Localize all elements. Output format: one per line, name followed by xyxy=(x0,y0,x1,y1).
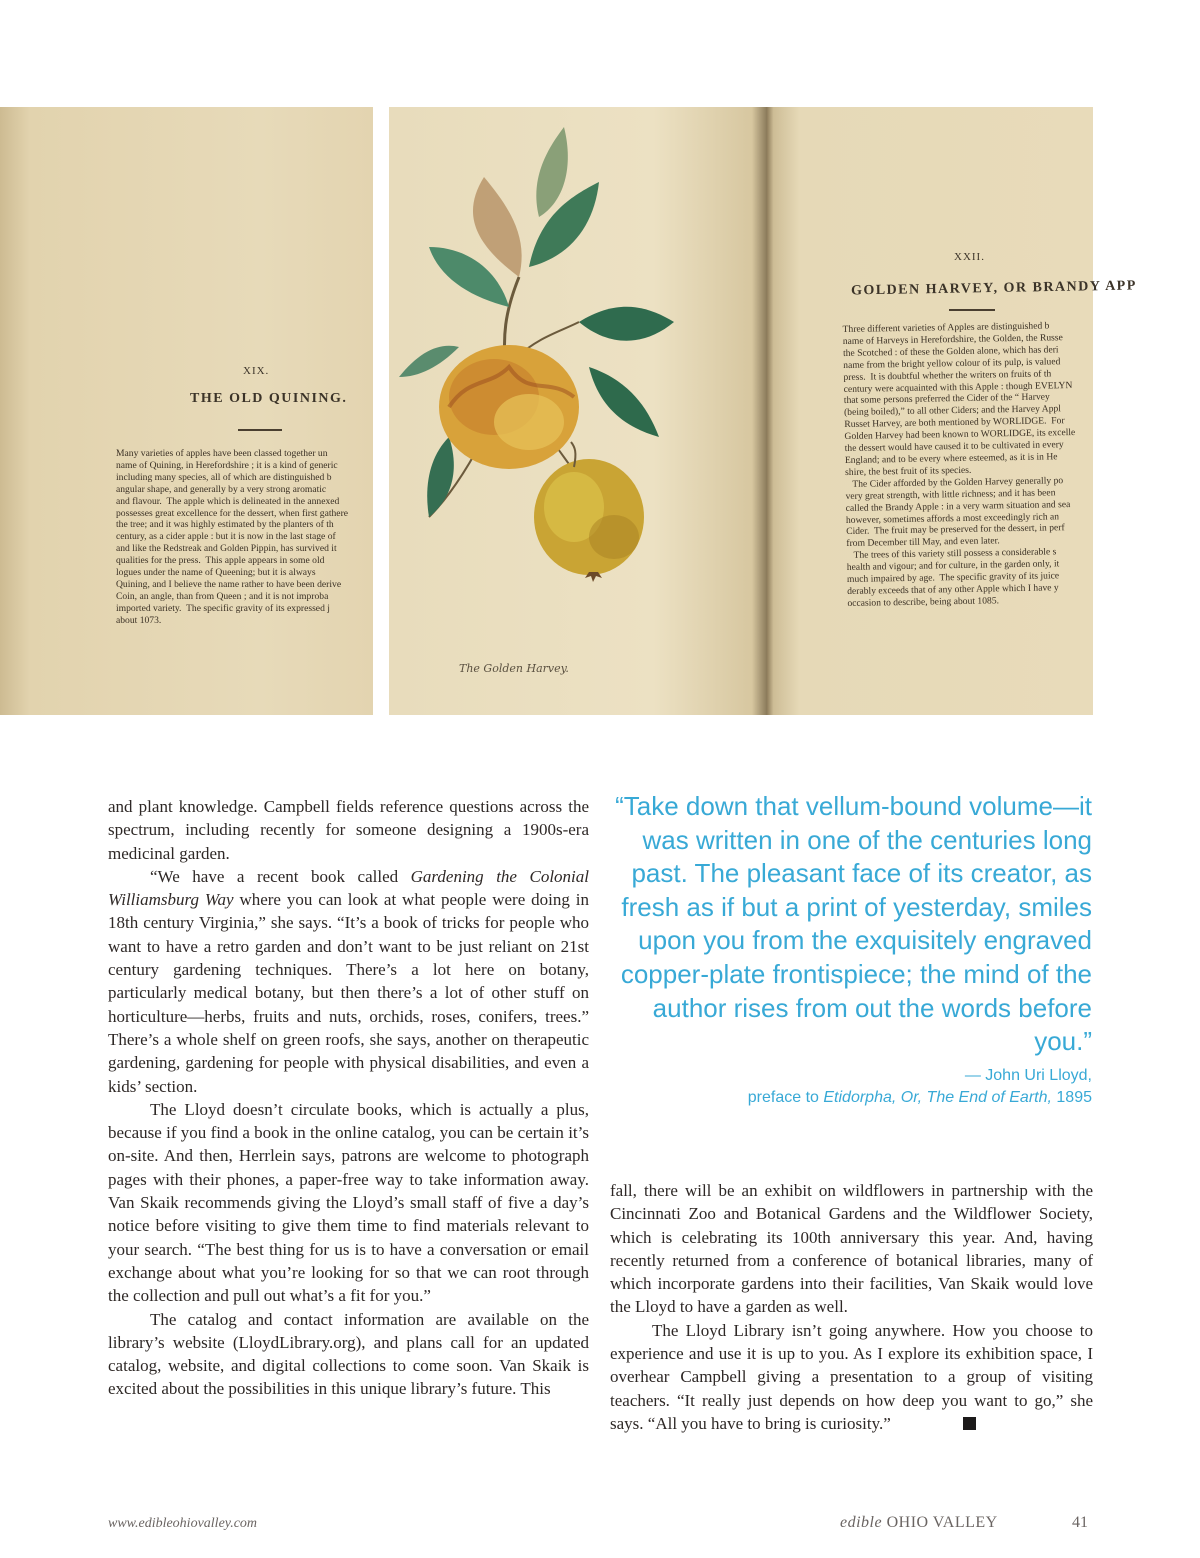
footer-website: www.edibleohiovalley.com xyxy=(108,1516,258,1531)
book-page-photo-left xyxy=(0,107,373,715)
pull-quote-attribution: — John Uri Lloyd, xyxy=(964,1066,1092,1084)
source-title: Etidorpha, Or, The End of Earth, xyxy=(823,1088,1052,1106)
page-number: 41 xyxy=(1072,1514,1088,1531)
article-paragraph xyxy=(610,1319,1093,1435)
article-paragraph: fall, there will be an exhibit on wildflowers in partnership with the Cincinnati Zoo and Botanical Gardens and the Wildflower Society, which is celebrating its 100th anniversary this year. And, having recently returned from a conference of botanical libraries, many of which incorporate gardens into their facilities, Van Skaik would love the Lloyd to have a garden as well. xyxy=(610,1181,1093,1317)
plate-number: XIX. xyxy=(243,365,270,377)
source-year: 1895 xyxy=(1051,1088,1092,1106)
footer-magazine-name xyxy=(840,1514,998,1532)
pull-quote-text: “Take down that vellum-bound volume—it was written in one of the centuries long past. The pleasant face of its creator, as fresh as if but a print of yesterday, smiles upon you from the exquisitely engraved copper-plate frontispiece; the mind of the author rises from out the words before you.” xyxy=(615,791,1092,1057)
article-column-left xyxy=(108,795,589,1401)
pull-quote-source xyxy=(610,1087,1092,1109)
title-rule xyxy=(949,309,995,311)
plate-title: THE OLD QUINING. xyxy=(190,391,348,406)
paragraph-text: where you can look at what people were doing in 18th century Virginia,” she says. “It’s a book of tricks for people who want to have a retro garden and don’t want to be just reliant on 21st century gardening techniques. There’s a lot here on botany, particularly medical botany, but then there’s a lot of other stuff on horticulture—herbs, fruits and nuts, orchids, roses, conifers, trees.” There’s a whole shelf on green roofs, she says, another on therapeutic gardening, gardening for people with physical disabilities, and even a kids’ section. xyxy=(108,890,589,1096)
article-paragraph: The Lloyd doesn’t circulate books, which is actually a plus, because if you find a book in the online catalog, you can be certain it’s on-site. And then, Herrlein says, patrons are welcome to photograph pages with their phones, a paper-free way to take information away. Van Skaik recommends giving the Lloyd’s small staff of five a day’s notice before visiting to give them time to find materials relevant to your search. “The best thing for us is to have a conversation or email exchange about what you’re looking for so that we can root through the collection and pull out what’s a fit for you.” xyxy=(108,1099,589,1306)
plate-title: GOLDEN HARVEY, OR BRANDY APP xyxy=(850,278,1137,299)
old-book-text: Many varieties of apples have been classed together un name of Quining, in Herefordshire ; it is a kind of generic including many species, all of which are distinguished b angular shape, and generally by a very strong aromatic and flavour. The apple which is delineated in the annexed possesses great excellence for the dessert, when first gathere the tree; and it was highly estimated by the planters of th century, as a cider apple : but it is now in the last stage of and like the Redstreak and Golden Pippin, has survived it qualities for the press. This apple appears in some old logues under the name of Queening; but it is always Quining, and I believe the name rather to have been derive Coin, an angle, than from Queen ; and it is not improba imported variety. The specific gravity of its expressed j about 1073. xyxy=(116,448,349,626)
magazine-brand: edible xyxy=(840,1514,883,1531)
botanical-plate-photo xyxy=(389,107,767,715)
article-paragraph xyxy=(108,865,589,1098)
article-column-right xyxy=(610,1179,1093,1435)
plate-caption: The Golden Harvey. xyxy=(459,662,569,675)
apple-illustration xyxy=(389,107,767,715)
book-page-photo-right xyxy=(767,107,1137,715)
source-prefix: preface to xyxy=(747,1088,824,1106)
title-rule xyxy=(238,429,282,431)
plate-number: XXII. xyxy=(954,251,985,263)
end-mark-icon xyxy=(963,1417,976,1430)
book-title: Gardening the Colonial Williamsburg Way xyxy=(108,866,590,910)
paragraph-text: The Lloyd Library isn’t going anywhere. How you choose to experience and use it is up to you. As I explore its exhibition space, I overhear Campbell giving a presentation to a group of visiting teachers. “It really just depends on how deep you want to go,” she says. “All you have to bring is curiosity.” xyxy=(610,1320,1093,1433)
magazine-region: OHIO VALLEY xyxy=(882,1514,998,1531)
paragraph-text: “We have a recent book called xyxy=(150,866,411,886)
article-paragraph: and plant knowledge. Campbell fields reference questions across the spectrum, including recently for someone designing a 1900s-era medicinal garden. xyxy=(108,797,589,863)
old-book-text: Three different varieties of Apples are distinguished b name of Harveys in Herefordshire, the Golden, the Russe the Scotched : of these the Golden alone, which has deri name from the bright yellow colour of its pulp, is valued press. It is doubtful whether the writers on fruits of th century were acquainted with this Apple : though EVELYN that some persons preferred the Cider of the “ Harvey (being boiled),” to all other Ciders; and the Harvey Appl Russet Harvey, are both mentioned by WORLIDGE. For Golden Harvey had been known to WORLIDGE, its excelle the dessert would have caused it to be cultivated in every England; and to be every where esteemed, as it is in He shire, the best fruit of its species. The Cider afforded by the Golden Harvey generally po very great strength, with little richness; and it has been called the Brandy Apple : in a very warm situation and sea however, sometimes affords a most exceedingly rich an Cider. The fruit may be preserved for the dessert, in perf from December till May, and even later. The trees of this variety still possess a considerable s health and vigour; and for culture, in the garden only, it much impaired by age. The specific gravity of its juice derably exceeds that of any other Apple which I have y occasion to describe, being about 1085. xyxy=(842,320,1076,609)
article-paragraph: The catalog and contact information are available on the library’s website (LloydLibrary.org), and plans call for an updated catalog, website, and digital collections to come soon. Van Skaik is excited about the possibilities in this unique library’s future. This xyxy=(108,1309,589,1399)
pull-quote xyxy=(610,790,1092,1109)
